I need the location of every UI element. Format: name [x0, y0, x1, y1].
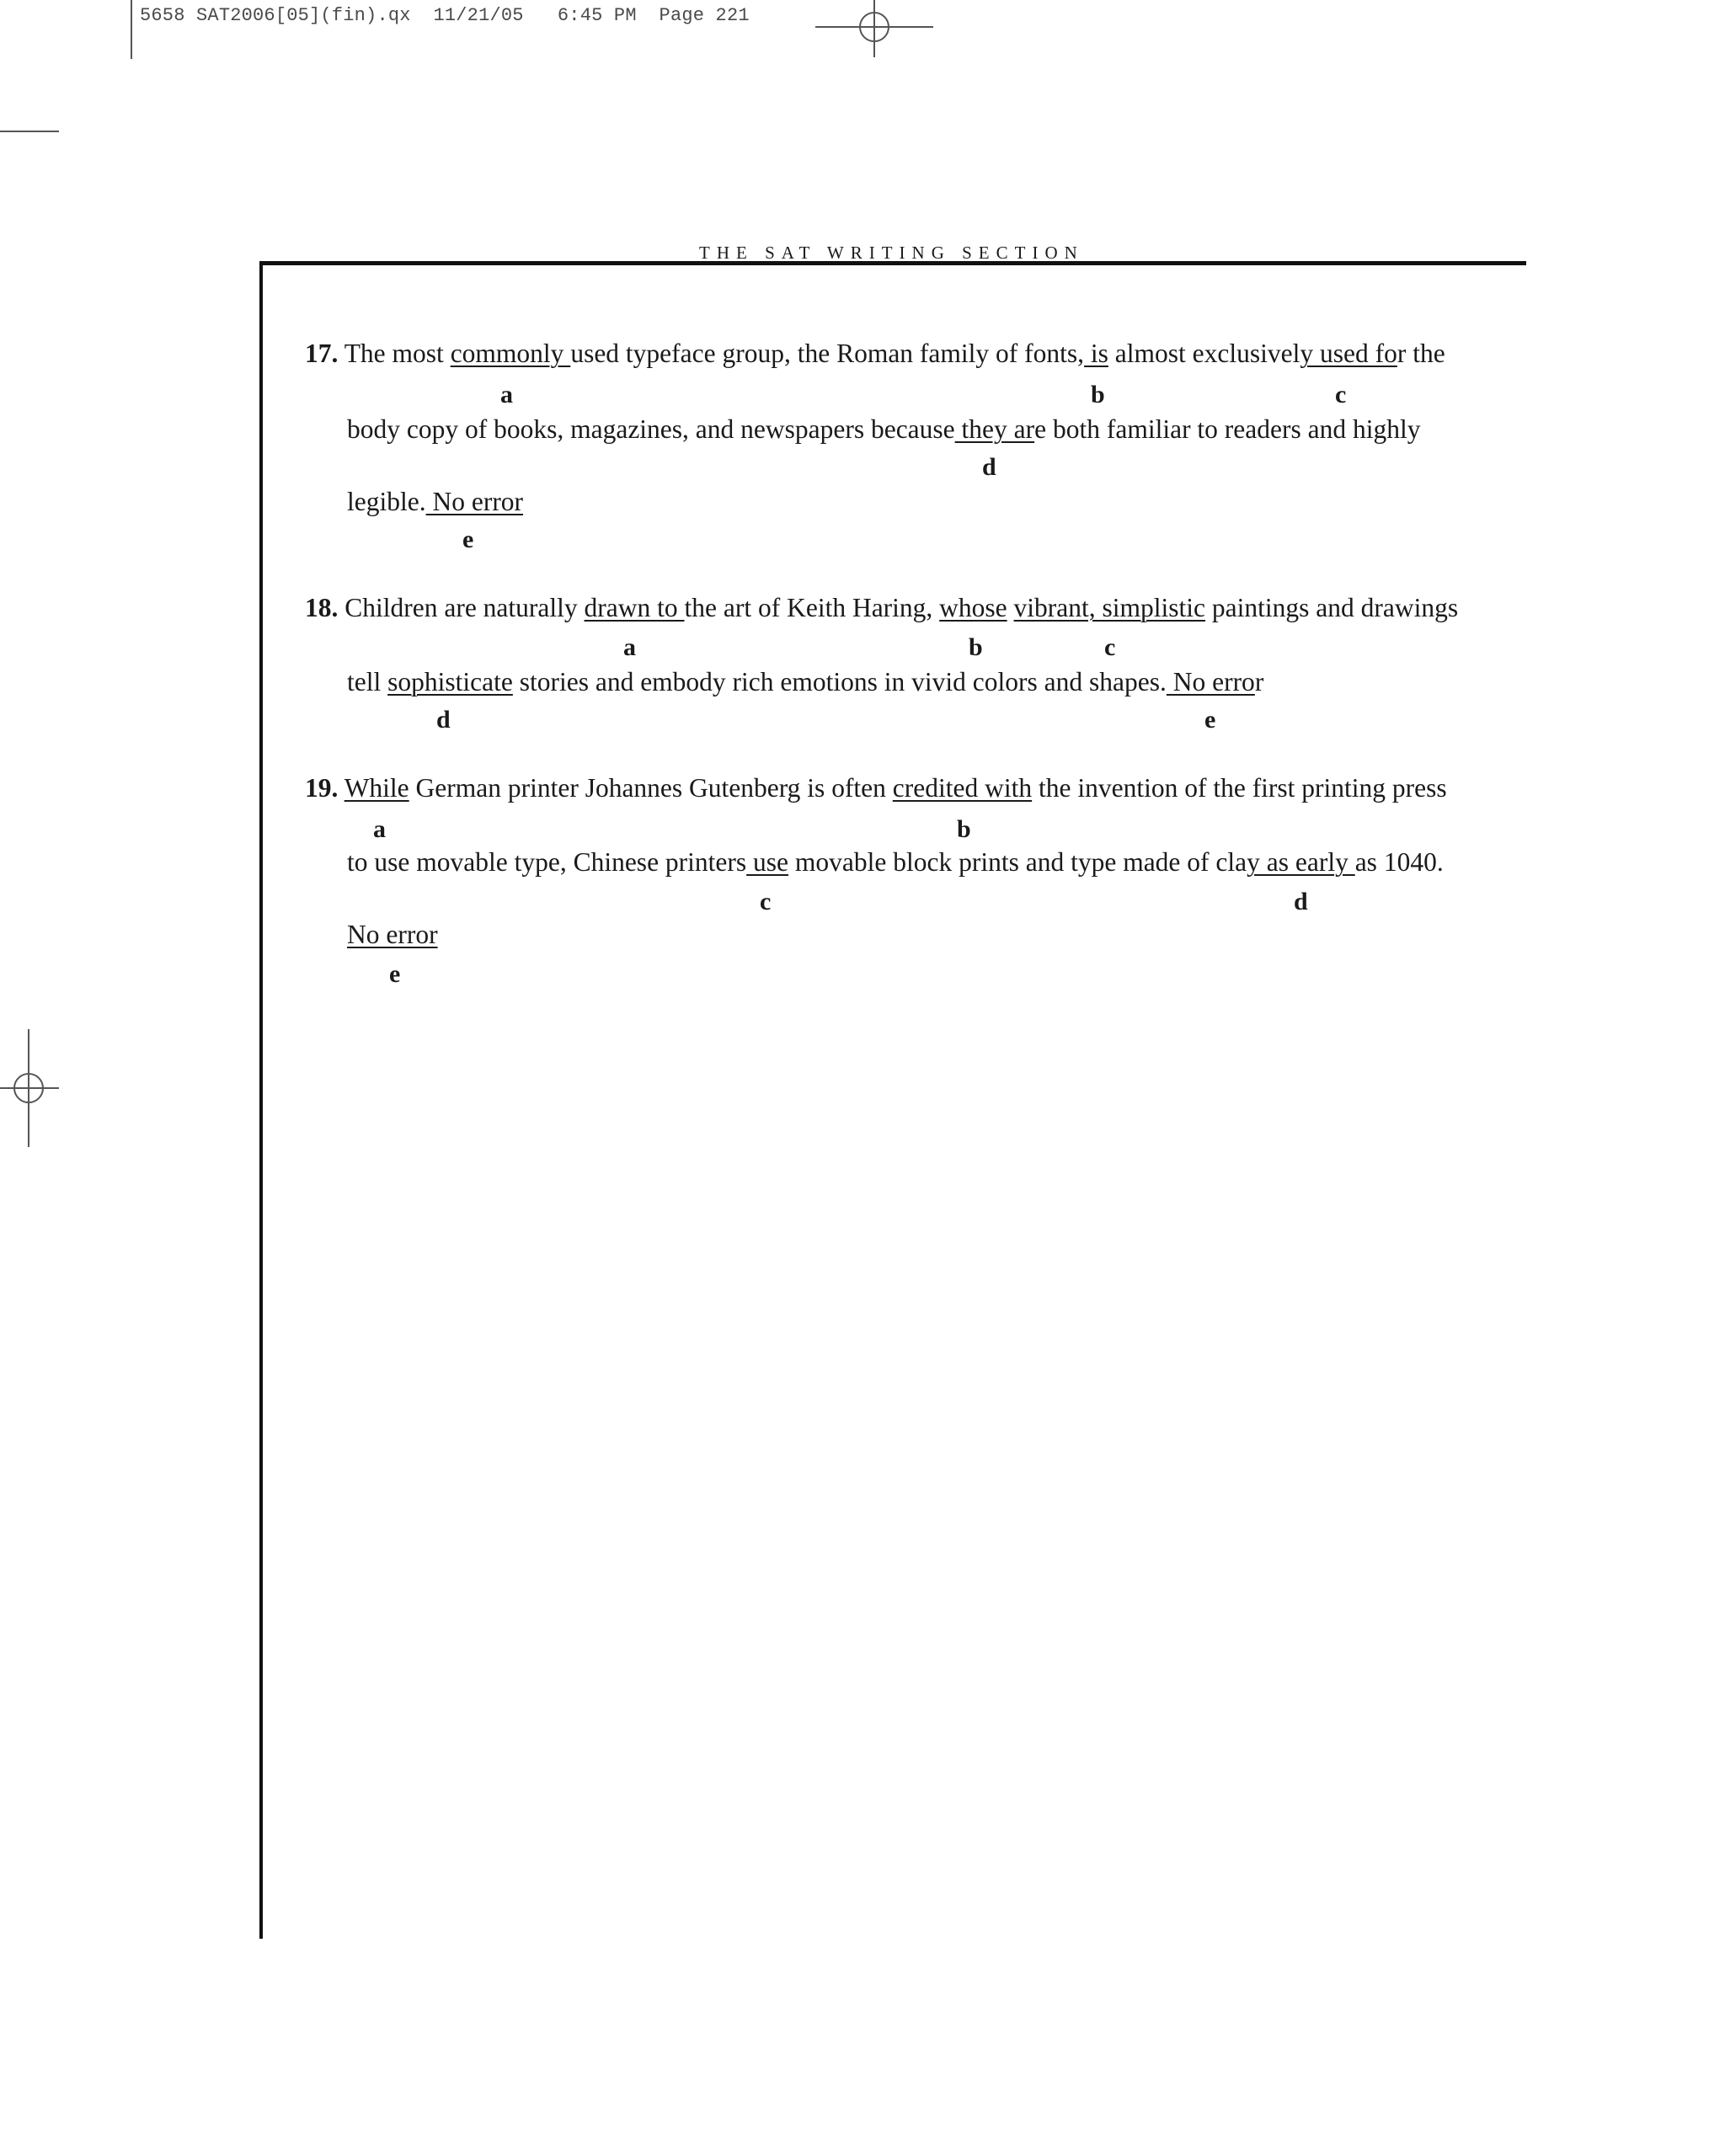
question-17-line-1	[305, 339, 1445, 369]
sentence-text: to use movable type, Chinese printers	[347, 847, 747, 877]
sentence-text: used typeface group, the Roman family of fonts,	[570, 339, 1085, 368]
sentence-text	[1007, 593, 1014, 622]
underlined-choice-e: No erro	[1166, 667, 1255, 696]
registration-mark-top	[815, 0, 933, 59]
underlined-choice-a: commonly	[450, 339, 571, 368]
underlined-choice-c: vibrant, simplistic	[1013, 593, 1206, 622]
sentence-text: The most	[344, 339, 451, 368]
question-17-line-3	[347, 487, 523, 517]
choice-letter-a: a	[623, 633, 636, 661]
question-19-line-2	[347, 847, 1444, 878]
underlined-choice-a: drawn to	[584, 593, 685, 622]
underlined-choice-b: whose	[939, 593, 1007, 622]
choice-letter-e: e	[1204, 706, 1216, 734]
sentence-text: e both familiar to readers and highly	[1034, 414, 1421, 444]
choice-letter-b: b	[957, 815, 971, 843]
sentence-text: paintings and drawings	[1205, 593, 1459, 622]
sentence-text: the art of Keith Haring,	[684, 593, 940, 622]
underlined-choice-d: sophisticate	[387, 667, 513, 696]
sentence-text: German printer Johannes Gutenberg is often	[409, 773, 893, 803]
question-19-line-1	[305, 773, 1447, 803]
sentence-text: as 1040.	[1354, 847, 1444, 877]
underlined-choice-a: While	[344, 773, 409, 803]
choice-letter-e: e	[462, 526, 474, 553]
underlined-choice-c: use	[746, 847, 789, 877]
choice-letter-b: b	[1091, 381, 1105, 408]
sentence-text: almost exclusivel	[1108, 339, 1300, 368]
underlined-choice-d: they ar	[954, 414, 1035, 444]
choice-letter-e: e	[389, 960, 401, 988]
sentence-text: the invention of the first printing press	[1032, 773, 1447, 803]
choice-letter-c: c	[1104, 633, 1116, 661]
question-number: 19.	[305, 773, 339, 803]
choice-letter-a: a	[373, 815, 386, 843]
running-head: THE SAT WRITING SECTION	[699, 243, 1084, 259]
slug-time: 6:45 PM	[557, 5, 637, 26]
crop-mark-top-left	[131, 0, 132, 59]
slug-file: 5658 SAT2006[05](fin).qx	[140, 5, 411, 26]
sentence-text: r	[1254, 667, 1264, 696]
sentence-text: movable block prints and type made of cla	[788, 847, 1247, 877]
underlined-choice-b: credited with	[892, 773, 1033, 803]
sentence-text: legible.	[347, 487, 426, 516]
underlined-choice-b: is	[1084, 339, 1108, 368]
choice-letter-d: d	[982, 453, 996, 481]
question-number: 18.	[305, 593, 339, 622]
underlined-choice-e: No error	[347, 920, 438, 949]
choice-letter-c: c	[760, 888, 772, 915]
question-number: 17.	[305, 339, 339, 368]
underlined-choice-d: y as early	[1247, 847, 1355, 877]
slug-page: Page 221	[659, 5, 750, 26]
header-rule	[259, 261, 1526, 265]
sentence-text: r the	[1397, 339, 1445, 368]
choice-letter-d: d	[1294, 888, 1308, 915]
margin-rule	[259, 261, 263, 1939]
crop-mark-left-top	[0, 131, 59, 132]
question-19-line-3	[347, 920, 438, 950]
sentence-text: Children are naturally	[344, 593, 585, 622]
registration-mark-left	[0, 1029, 59, 1147]
choice-letter-a: a	[500, 381, 513, 408]
printer-slug	[140, 5, 750, 26]
sentence-text: stories and embody rich emotions in vivid colors and shapes.	[512, 667, 1167, 696]
slug-date: 11/21/05	[433, 5, 524, 26]
sentence-text: body copy of books, magazines, and newspapers because	[347, 414, 955, 444]
choice-letter-b: b	[969, 633, 983, 661]
underlined-choice-e: No error	[425, 487, 524, 516]
question-18-line-2	[347, 667, 1263, 697]
underlined-choice-c: y used fo	[1300, 339, 1397, 368]
sentence-text: tell	[347, 667, 388, 696]
choice-letter-d: d	[436, 706, 451, 734]
question-18-line-1	[305, 593, 1458, 623]
question-17-line-2	[347, 414, 1420, 445]
choice-letter-c: c	[1335, 381, 1347, 408]
